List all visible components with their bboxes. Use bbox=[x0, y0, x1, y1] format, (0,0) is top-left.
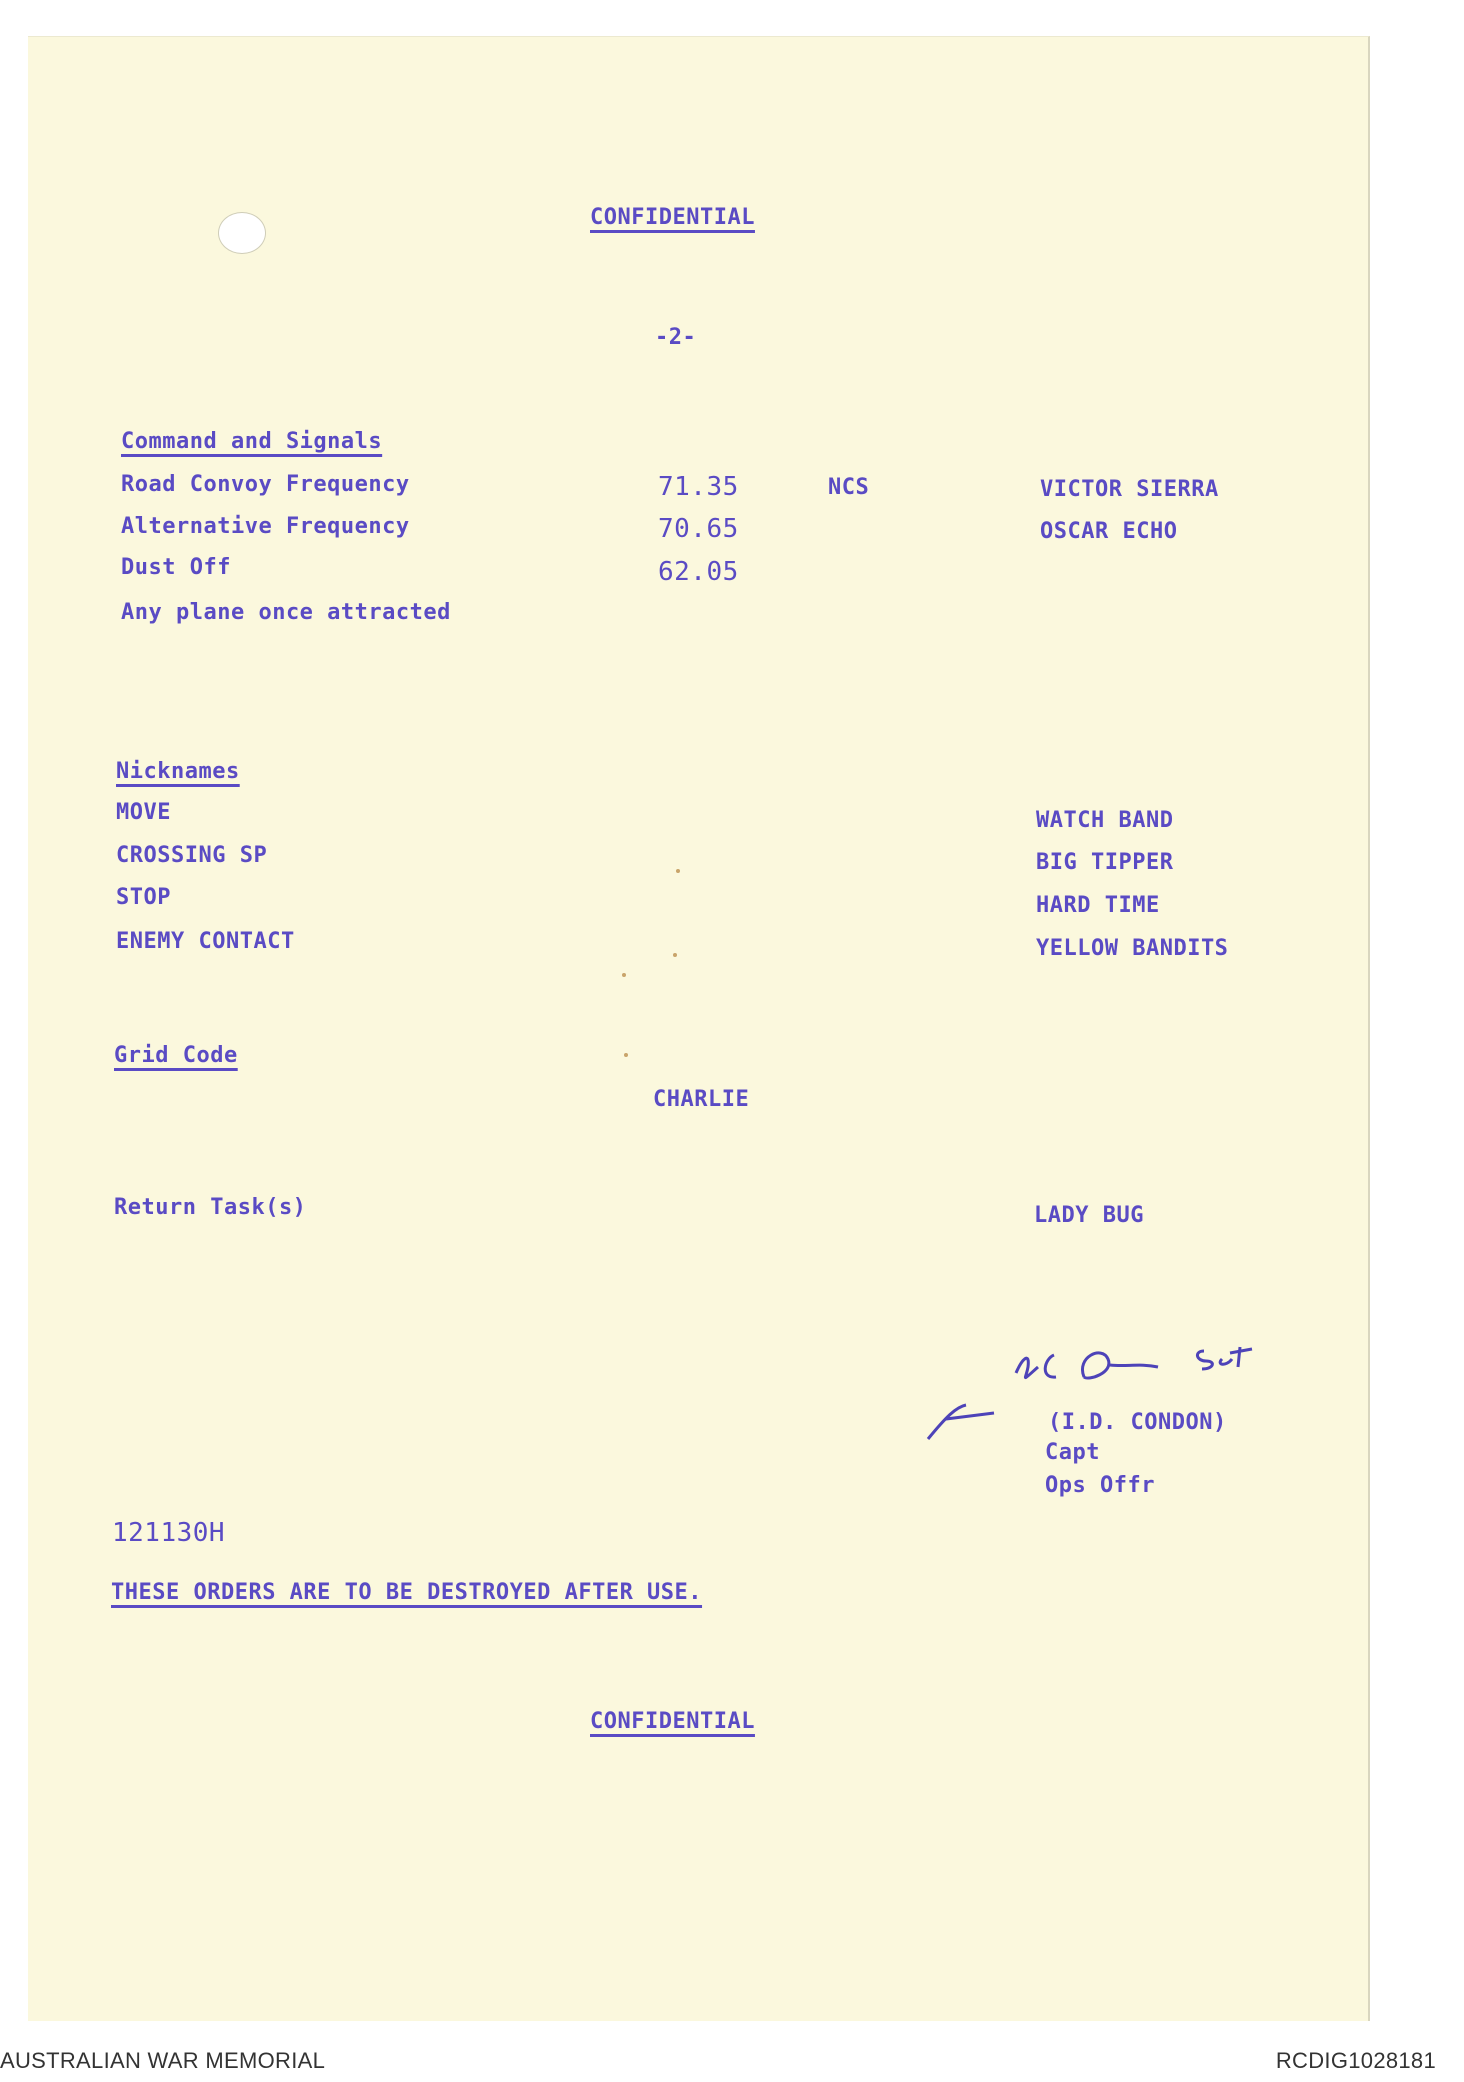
cs-freq-road-convoy: 71.35 bbox=[658, 472, 739, 502]
cs-callsign-oscar-echo: OSCAR ECHO bbox=[1040, 519, 1178, 544]
return-tasks-label: Return Task(s) bbox=[114, 1195, 307, 1220]
cs-label-dust-off: Dust Off bbox=[121, 555, 231, 580]
nickname-code-big-tipper: BIG TIPPER bbox=[1036, 850, 1174, 875]
paper-speck bbox=[622, 973, 626, 977]
signatory-name: (I.D. CONDON) bbox=[1048, 1410, 1227, 1435]
archive-footer-right: RCDIG1028181 bbox=[1275, 2048, 1436, 2073]
paper-speck bbox=[676, 869, 680, 873]
cs-callsign-victor-sierra: VICTOR SIERRA bbox=[1040, 477, 1219, 502]
page-number: -2- bbox=[655, 325, 697, 350]
command-signals-heading: Command and Signals bbox=[121, 429, 383, 454]
header-classification: CONFIDENTIAL bbox=[590, 205, 755, 230]
nicknames-heading: Nicknames bbox=[116, 759, 240, 784]
nickname-term-enemy-contact: ENEMY CONTACT bbox=[116, 929, 295, 954]
cs-freq-dust-off: 62.05 bbox=[658, 557, 739, 587]
signatory-appointment: Ops Offr bbox=[1045, 1473, 1155, 1498]
punch-hole bbox=[218, 212, 266, 254]
nickname-code-hard-time: HARD TIME bbox=[1036, 893, 1160, 918]
nickname-code-yellow-bandits: YELLOW BANDITS bbox=[1036, 936, 1229, 961]
destroy-instruction: THESE ORDERS ARE TO BE DESTROYED AFTER USE. bbox=[111, 1580, 703, 1605]
archive-footer bbox=[0, 2040, 1464, 2082]
return-tasks-value: LADY BUG bbox=[1034, 1203, 1144, 1228]
cs-ncs: NCS bbox=[828, 475, 870, 500]
archive-footer-left: AUSTRALIAN WAR MEMORIAL bbox=[0, 2048, 326, 2073]
grid-code-heading: Grid Code bbox=[114, 1043, 238, 1068]
cs-freq-alternative: 70.65 bbox=[658, 514, 739, 544]
nickname-term-move: MOVE bbox=[116, 800, 171, 825]
paper-speck bbox=[673, 953, 677, 957]
nickname-term-stop: STOP bbox=[116, 885, 171, 910]
signatory-rank: Capt bbox=[1045, 1440, 1100, 1465]
document-page bbox=[28, 36, 1370, 2021]
footer-classification: CONFIDENTIAL bbox=[590, 1709, 755, 1734]
grid-code-value: CHARLIE bbox=[653, 1087, 750, 1112]
paper-speck bbox=[624, 1053, 628, 1057]
nickname-term-crossing-sp: CROSSING SP bbox=[116, 843, 268, 868]
cs-label-alternative: Alternative Frequency bbox=[121, 514, 410, 539]
cs-label-road-convoy: Road Convoy Frequency bbox=[121, 472, 410, 497]
cs-label-any-plane: Any plane once attracted bbox=[121, 600, 451, 625]
nickname-code-watch-band: WATCH BAND bbox=[1036, 808, 1174, 833]
date-time-group: 121130H bbox=[112, 1518, 226, 1548]
